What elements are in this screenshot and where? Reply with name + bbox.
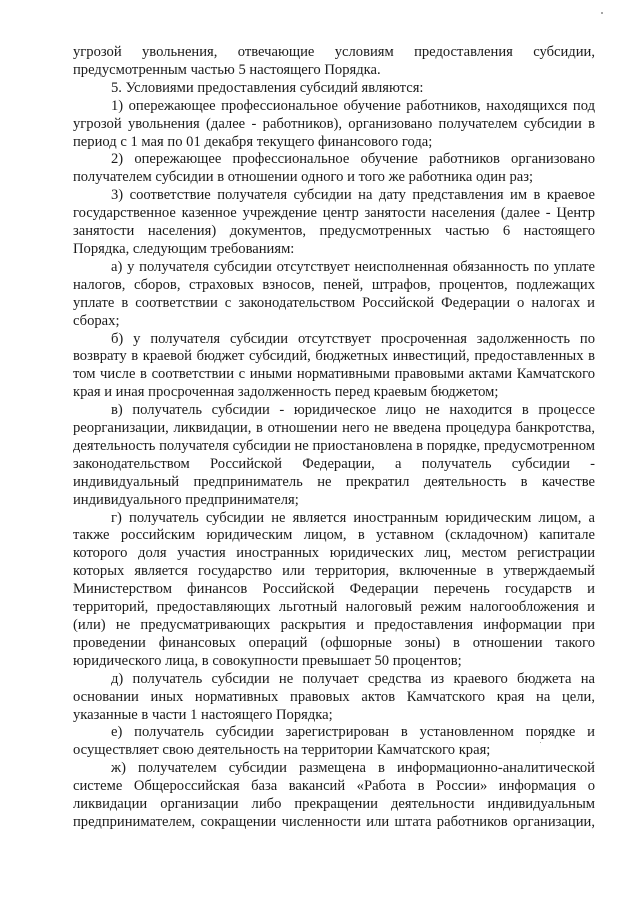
paragraph-section-5: 5. Условиями предоставления субсидий являются: xyxy=(111,79,424,96)
paragraph-requirement-e: е) получатель субсидии зарегистрирован в установленном порядке и осуществляет свою деятельность на территории Камчатского края; xyxy=(73,724,595,759)
scan-speck xyxy=(540,742,541,743)
scan-speck xyxy=(601,12,603,14)
paragraph-condition-1: 1) опережающее профессиональное обучение работников, находящихся под угрозой увольнения (далее - работников), организовано получателем субсидии в период с 1 мая по 01 декабря текущего финансового года; xyxy=(73,97,595,150)
paragraph-requirement-a: а) у получателя субсидии отсутствует неисполненная обязанность по уплате налогов, сборов, страховых взносов, пеней, штрафов, процентов, подлежащих уплате в соответствии с законодательством Российской Федерации о налогах и сборах; xyxy=(73,258,595,329)
paragraph-requirement-d: д) получатель субсидии не получает средства из краевого бюджета на основании иных нормативных правовых актов Камчатского края на цели, указанные в части 1 настоящего Порядка; xyxy=(73,670,595,723)
paragraph-requirement-b: б) у получателя субсидии отсутствует просроченная задолженность по возврату в краевой бюджет субсидий, бюджетных инвестиций, предоставленных в том числе в соответствии с иными нормативными правовыми актами Камчатского края и иная просроченная задолженность перед краевым бюджетом; xyxy=(73,330,595,401)
paragraph-condition-3: 3) соответствие получателя субсидии на дату представления им в краевое государственное казенное учреждение центр занятости населения (далее - Центр занятости населения) документов, предусмотренных частью 6 настоящего Порядка, следующим требованиям: xyxy=(73,187,595,257)
paragraph-condition-2: 2) опережающее профессиональное обучение работников организовано получателем субсидии в отношении одного и того же работника один раз; xyxy=(73,151,595,186)
document-page xyxy=(73,44,595,832)
paragraph-intro-continuation: угрозой увольнения, отвечающие условиям предоставления субсидии, предусмотренным частью 5 настоящего Порядка. xyxy=(73,44,595,78)
paragraph-requirement-zh: ж) получателем субсидии размещена в информационно-аналитической системе Общероссийская база вакансий «Работа в России» информация о ликвидации организации либо прекращении деятельности индивидуальным предпринимателем, сокращении численности или штата работников организации, xyxy=(73,760,595,830)
paragraph-requirement-v: в) получатель субсидии - юридическое лицо не находится в процессе реорганизации, ликвидации, в отношении него не введена процедура банкротства, деятельность получателя субсидии не приостановлена в порядке, предусмотренном законодательством Российской Федерации, а получатель субсидии - индивидуальный предприниматель не прекратил деятельность в качестве индивидуального предпринимателя; xyxy=(73,402,595,508)
paragraph-requirement-g: г) получатель субсидии не является иностранным юридическим лицом, а также российским юридическим лицом, в уставном (складочном) капитале которого доля участия иностранных юридических лиц, местом регистрации которых является государство или территория, включенные в утверждаемый Министерством финансов Российской Федерации перечень государств и территорий, предоставляющих льготный налоговый режим налогообложения и (или) не предусматривающих раскрытия и предоставления информации при проведении финансовых операций (офшорные зоны) в отношении такого юридического лица, в совокупности превышает 50 процентов; xyxy=(73,509,595,669)
